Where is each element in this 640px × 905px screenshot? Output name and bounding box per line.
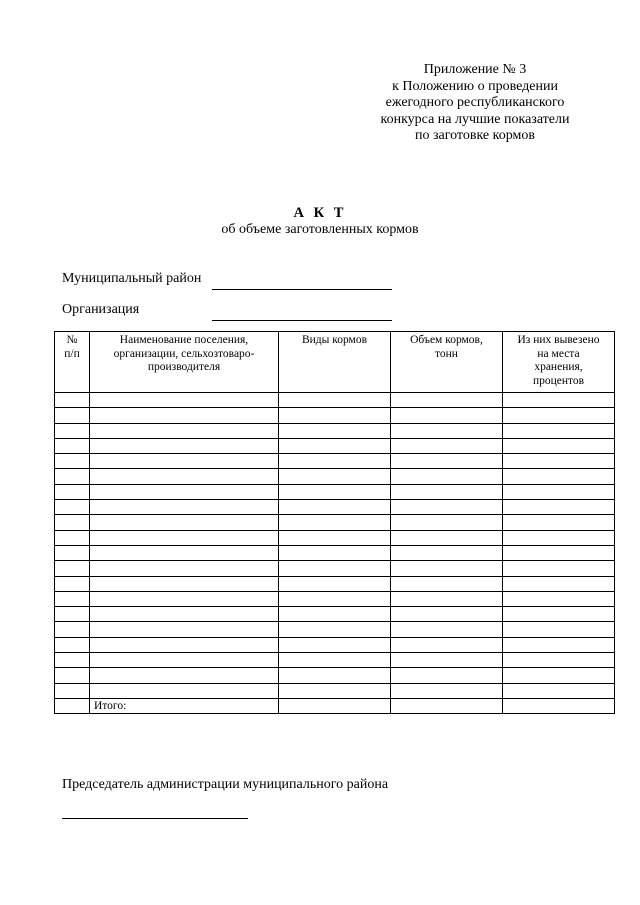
appendix-line: по заготовке кормов [414,128,535,143]
table-cell[interactable] [503,576,615,591]
table-row [55,637,615,652]
signature-line[interactable] [62,818,248,819]
table-row [55,668,615,683]
district-field-line[interactable] [212,289,392,290]
table-cell[interactable] [90,622,279,637]
table-cell[interactable] [55,545,90,560]
header-volume: Объем кормов, тонн [391,332,503,393]
table-cell[interactable] [90,423,279,438]
table-cell[interactable] [279,653,391,668]
organization-label: Организация [62,302,140,317]
table-cell[interactable] [503,438,615,453]
table-cell[interactable] [55,408,90,423]
table-cell[interactable] [503,393,615,408]
table-cell[interactable] [391,438,503,453]
table-cell[interactable] [279,500,391,515]
table-cell[interactable] [391,622,503,637]
table-cell[interactable] [279,561,391,576]
table-cell[interactable] [90,469,279,484]
table-row [55,561,615,576]
table-cell[interactable] [503,530,615,545]
table-cell[interactable] [55,561,90,576]
appendix-line: к Положению о проведении [392,78,558,94]
table-cell[interactable] [55,515,90,530]
table-row [55,653,615,668]
header-exported-percent: Из них вывезено на места хранения, процентов [503,332,615,393]
table-cell[interactable] [391,668,503,683]
table-cell[interactable] [503,683,615,698]
table-cell[interactable] [391,561,503,576]
total-cell[interactable] [55,698,90,713]
table-cell[interactable] [391,545,503,560]
table-cell[interactable] [55,668,90,683]
table-cell[interactable] [279,607,391,622]
table-cell[interactable] [279,622,391,637]
table-cell[interactable] [391,637,503,652]
table-cell[interactable] [90,545,279,560]
table-cell[interactable] [90,607,279,622]
table-cell[interactable] [279,576,391,591]
header-feed-types: Виды кормов [279,332,391,393]
table-cell[interactable] [391,454,503,469]
table-cell[interactable] [503,469,615,484]
header-number: № п/п [55,332,90,393]
table-cell[interactable] [90,668,279,683]
table-cell[interactable] [503,423,615,438]
table-cell[interactable] [55,622,90,637]
table-cell[interactable] [503,515,615,530]
table-cell[interactable] [279,515,391,530]
table-cell[interactable] [391,469,503,484]
table-cell[interactable] [55,607,90,622]
feed-volume-table [54,331,615,714]
table-row [55,607,615,622]
table-cell[interactable] [90,454,279,469]
table-cell[interactable] [90,591,279,606]
table-cell[interactable] [391,515,503,530]
table-cell[interactable] [55,454,90,469]
table-cell[interactable] [279,393,391,408]
document-title: А К Т [293,205,347,221]
total-row [55,698,615,713]
table-cell[interactable] [279,591,391,606]
table-row [55,469,615,484]
table-cell[interactable] [90,653,279,668]
table-cell[interactable] [503,561,615,576]
table-cell[interactable] [391,393,503,408]
table-cell[interactable] [90,576,279,591]
table-cell[interactable] [90,438,279,453]
table-row [55,622,615,637]
total-cell[interactable] [503,698,615,713]
table-cell[interactable] [391,408,503,423]
table-cell[interactable] [503,607,615,622]
table-cell[interactable] [503,653,615,668]
document-subtitle: об объеме заготовленных кормов [221,222,419,237]
table-cell[interactable] [90,530,279,545]
total-label: Итого: [90,698,279,713]
table-row [55,484,615,499]
table-cell[interactable] [55,576,90,591]
table-row [55,408,615,423]
table-cell[interactable] [90,393,279,408]
table-row [55,545,615,560]
table-cell[interactable] [279,438,391,453]
table-cell[interactable] [55,530,90,545]
table-row [55,591,615,606]
table-cell[interactable] [503,408,615,423]
table-cell[interactable] [391,530,503,545]
organization-field-line[interactable] [212,320,392,321]
table-row [55,438,615,453]
appendix-line: ежегодного республиканского [385,95,565,110]
table-cell[interactable] [55,484,90,499]
header-name: Наименование поселения, организации, сельхозтоваро- производителя [90,332,279,393]
appendix-line: конкурса на лучшие показатели [380,111,570,127]
table-cell[interactable] [503,591,615,606]
table-cell[interactable] [279,454,391,469]
total-cell[interactable] [391,698,503,713]
table-cell[interactable] [279,408,391,423]
table-cell[interactable] [90,408,279,423]
table-row [55,576,615,591]
table-cell[interactable] [55,591,90,606]
table-cell[interactable] [90,683,279,698]
table-cell[interactable] [503,484,615,499]
table-body [55,393,615,714]
table-cell[interactable] [279,668,391,683]
table-cell[interactable] [279,637,391,652]
table-cell[interactable] [90,637,279,652]
table-cell[interactable] [391,591,503,606]
table-header-row [55,332,615,393]
table-cell[interactable] [391,683,503,698]
table-cell[interactable] [55,393,90,408]
table-cell[interactable] [90,515,279,530]
table-cell[interactable] [55,683,90,698]
table-cell[interactable] [391,653,503,668]
table-cell[interactable] [503,622,615,637]
table-cell[interactable] [279,469,391,484]
table-cell[interactable] [279,423,391,438]
signature-label: Председатель администрации муниципального района [62,777,389,792]
table-row [55,683,615,698]
table-row [55,423,615,438]
table-cell[interactable] [90,484,279,499]
table-row [55,530,615,545]
table-cell[interactable] [279,484,391,499]
table-cell[interactable] [391,484,503,499]
table-row [55,500,615,515]
appendix-block [350,62,600,145]
table-row [55,515,615,530]
table-cell[interactable] [391,576,503,591]
table-cell[interactable] [55,469,90,484]
table-cell[interactable] [55,637,90,652]
table-cell[interactable] [279,545,391,560]
table-cell[interactable] [503,454,615,469]
table-cell[interactable] [391,607,503,622]
table-cell[interactable] [90,500,279,515]
table-cell[interactable] [279,530,391,545]
table-cell[interactable] [90,561,279,576]
table-cell[interactable] [55,438,90,453]
table-cell[interactable] [55,653,90,668]
appendix-line: Приложение № 3 [423,62,527,77]
table-row [55,454,615,469]
table-row [55,393,615,408]
table-cell[interactable] [391,423,503,438]
table-cell[interactable] [55,423,90,438]
table-cell[interactable] [279,683,391,698]
table-cell[interactable] [503,500,615,515]
table-cell[interactable] [503,637,615,652]
district-label: Муниципальный район [62,271,202,286]
table-cell[interactable] [55,500,90,515]
table-cell[interactable] [503,545,615,560]
total-cell[interactable] [279,698,391,713]
table-cell[interactable] [391,500,503,515]
table-cell[interactable] [503,668,615,683]
